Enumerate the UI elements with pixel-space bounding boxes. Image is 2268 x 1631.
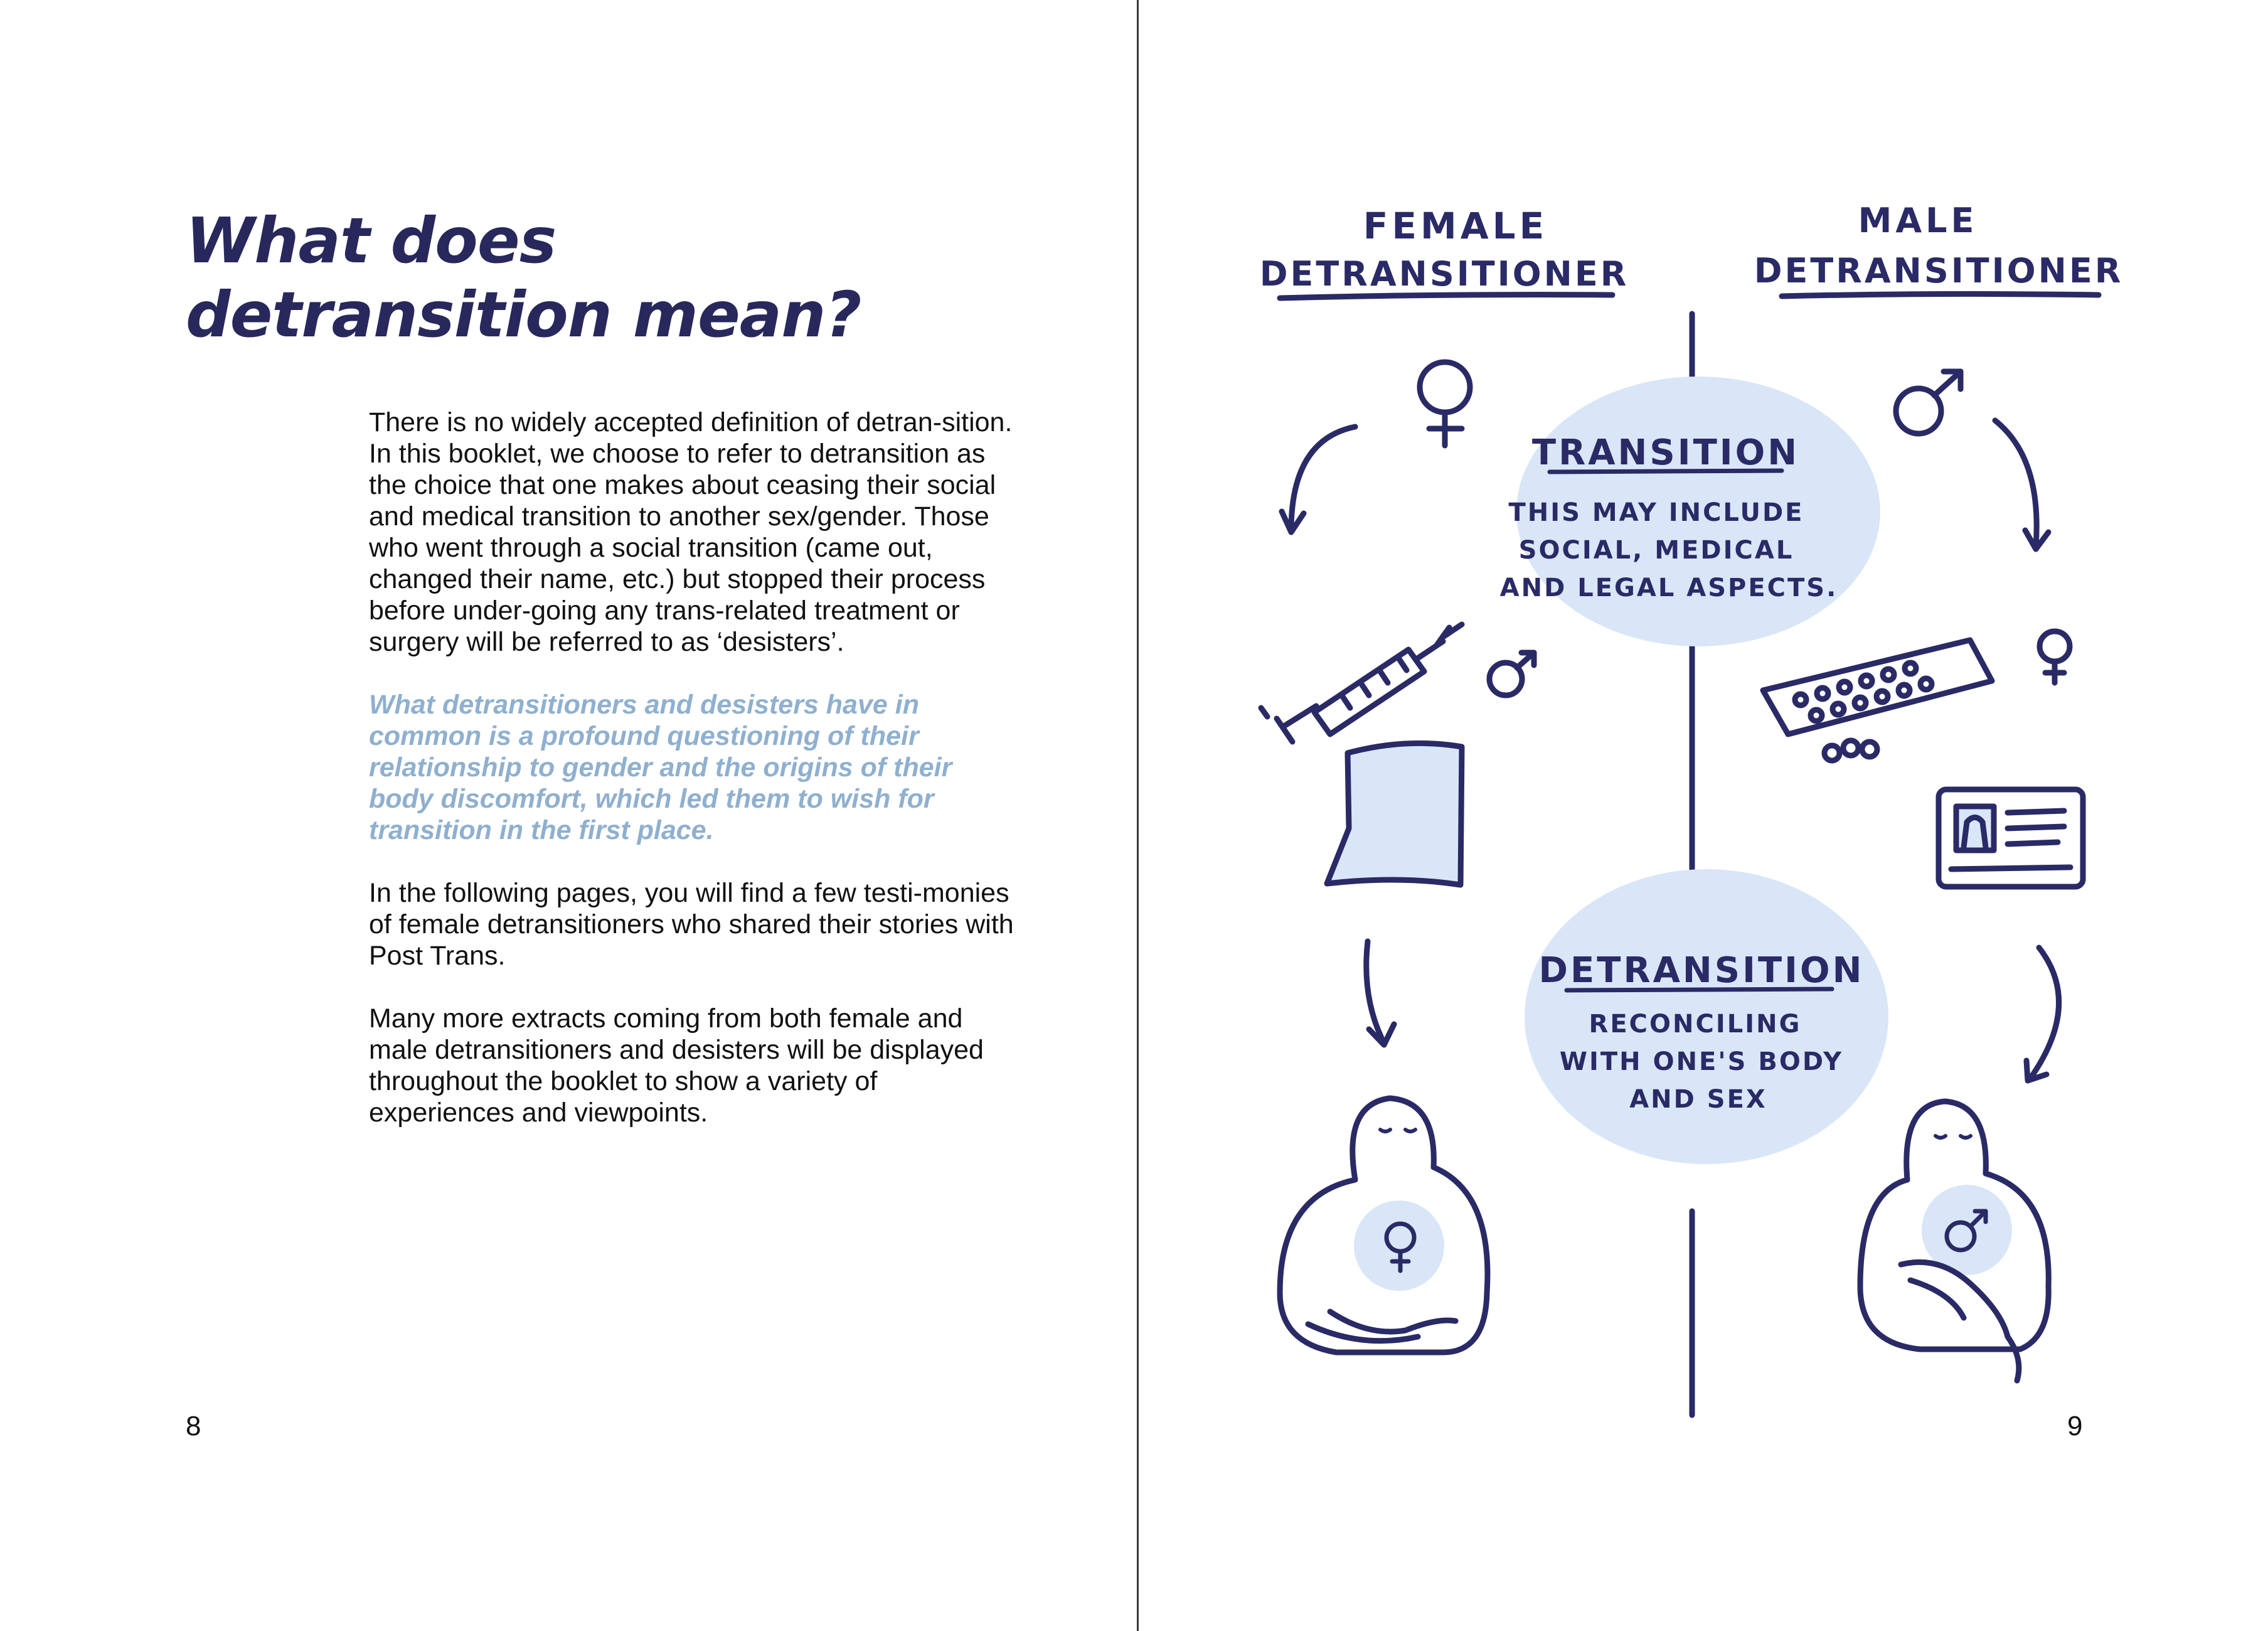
transition-title: TRANSITION	[1531, 432, 1800, 473]
paragraph-definition: There is no widely accepted definition of detran-sition. In this booklet, we choose to refer to detransition as the choice that one makes about ceasing their social and medical transition to another sex/gender. Those who went through a social transition (came out, changed their name, etc.) but stopped their process before under-going any trans-related treatment or surgery will be referred to as ‘desisters’.	[369, 407, 1013, 657]
detransition-title: DETRANSITION	[1538, 950, 1865, 991]
male-heading-underline	[1782, 294, 2099, 296]
title-line-1: What does	[186, 204, 556, 277]
binder-icon	[1327, 743, 1462, 885]
page-number-left: 8	[186, 1411, 201, 1441]
highlight-quote: What detransitioners and desisters have in common is a profound questioning of their relationship to gender and the origins of their body discomfort, which led them to wish for transition in the first place.	[369, 690, 952, 845]
title-line-2: detransition mean?	[186, 278, 861, 351]
detransition-text-line-2: WITH ONE'S BODY	[1559, 1047, 1844, 1076]
arrow-icon	[1995, 420, 2048, 549]
male-heading-line-2: DETRANSITIONER	[1754, 251, 2124, 291]
arrow-icon	[1282, 427, 1355, 532]
person-figure-icon	[1860, 1101, 2048, 1381]
paragraph-extracts: Many more extracts coming from both female and male detransitioners and desisters will be displayed throughout the booklet to show a variety of experiences and viewpoints.	[369, 1003, 984, 1128]
female-heading-line-1: FEMALE	[1363, 205, 1548, 247]
page-number-right: 9	[2067, 1411, 2083, 1441]
arrow-icon	[2026, 948, 2059, 1081]
male-heading-line-1: MALE	[1858, 201, 1978, 240]
male-symbol-icon	[1489, 653, 1534, 695]
transition-text-line-2: SOCIAL, MEDICAL	[1518, 536, 1794, 565]
detransition-text-line-1: RECONCILING	[1589, 1010, 1802, 1039]
transition-text-line-1: THIS MAY INCLUDE	[1508, 498, 1804, 527]
id-card-icon	[1939, 789, 2083, 887]
syringe-icon	[1261, 624, 1462, 742]
pill-pack-icon	[1763, 640, 1992, 761]
transition-text-line-3: AND LEGAL ASPECTS.	[1499, 574, 1838, 602]
female-symbol-icon	[1420, 362, 1470, 446]
arrow-icon	[1366, 941, 1394, 1045]
person-figure-icon	[1280, 1098, 1488, 1352]
female-heading-underline	[1280, 295, 1612, 298]
paragraph-testimonies: In the following pages, you will find a few testi-monies of female detransitioners who shared their stories with Post Trans.	[369, 878, 1014, 971]
female-symbol-icon	[2040, 631, 2070, 683]
male-symbol-icon	[1896, 372, 1961, 434]
female-heading-line-2: DETRANSITIONER	[1259, 254, 1629, 294]
detransition-text-line-3: AND SEX	[1629, 1085, 1767, 1114]
